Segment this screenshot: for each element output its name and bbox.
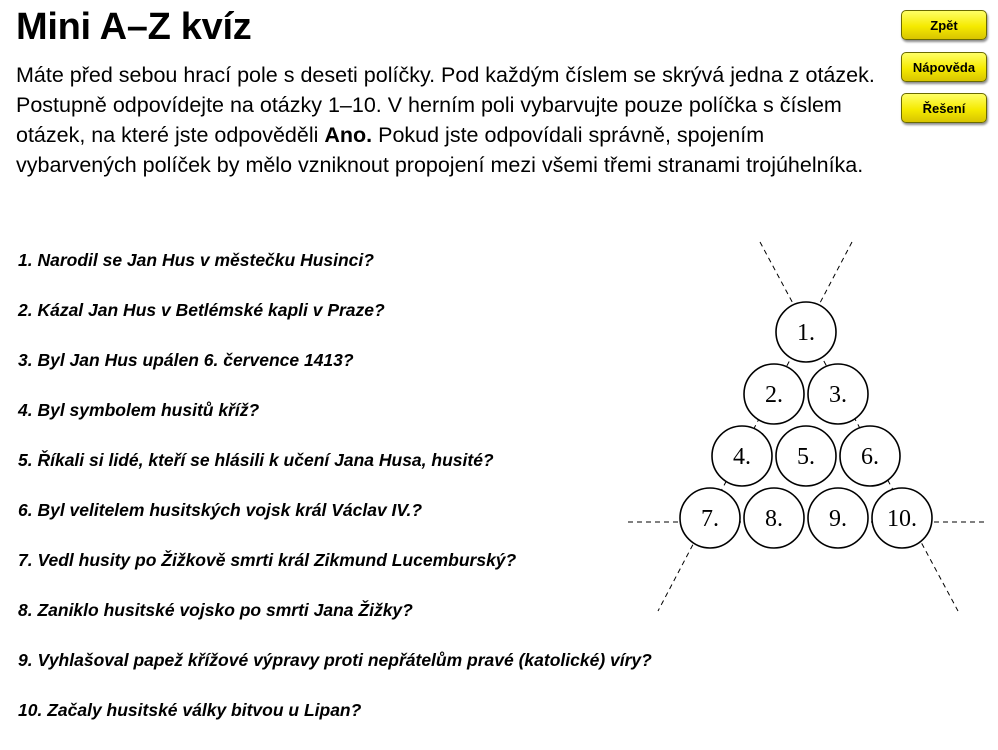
question-item: 10. Začaly husitské války bitvou u Lipan? bbox=[18, 700, 362, 720]
question-item: 3. Byl Jan Hus upálen 6. července 1413? bbox=[18, 350, 354, 370]
board-cell-4[interactable] bbox=[712, 426, 772, 486]
board-cell-1[interactable] bbox=[776, 302, 836, 362]
triangle-side-left bbox=[658, 242, 852, 611]
board-cell-7[interactable] bbox=[680, 488, 740, 548]
board-cell-label: 5. bbox=[797, 444, 815, 470]
instructions bbox=[16, 60, 886, 180]
triangle-side-right bbox=[760, 242, 958, 611]
board-cell-label: 6. bbox=[861, 444, 879, 470]
board-cell-8[interactable] bbox=[744, 488, 804, 548]
board-cell-5[interactable] bbox=[776, 426, 836, 486]
question-list bbox=[18, 250, 652, 750]
board-cell-label: 4. bbox=[733, 444, 751, 470]
board-cell-label: 9. bbox=[829, 506, 847, 532]
question-item: 9. Vyhlašoval papež křížové výpravy proti nepřátelům pravé (katolické) víry? bbox=[18, 650, 652, 670]
question-item: 8. Zaniklo husitské vojsko po smrti Jana Žižky? bbox=[18, 600, 413, 620]
back-button[interactable]: Zpět bbox=[901, 10, 987, 40]
hint-button[interactable]: Nápověda bbox=[901, 52, 987, 82]
board-cell-3[interactable] bbox=[808, 364, 868, 424]
instructions-emphasis: Ano. bbox=[324, 123, 373, 147]
page-title: Mini A–Z kvíz bbox=[16, 6, 252, 48]
board-cell-label: 3. bbox=[829, 382, 847, 408]
question-item: 4. Byl symbolem husitů kříž? bbox=[18, 400, 260, 420]
board-cell-label: 1. bbox=[797, 320, 815, 346]
game-board bbox=[620, 236, 990, 616]
question-item: 5. Říkali si lidé, kteří se hlásili k učení Jana Husa, husité? bbox=[18, 450, 494, 470]
board-cell-label: 10. bbox=[887, 506, 917, 532]
board-cell-10[interactable] bbox=[872, 488, 932, 548]
board-cell-6[interactable] bbox=[840, 426, 900, 486]
question-item: 7. Vedl husity po Žižkově smrti král Zikmund Lucemburský? bbox=[18, 550, 517, 570]
question-item: 2. Kázal Jan Hus v Betlémské kapli v Praze? bbox=[18, 300, 385, 320]
question-item: 1. Narodil se Jan Hus v městečku Husinci? bbox=[18, 250, 374, 270]
board-cell-label: 8. bbox=[765, 506, 783, 532]
instructions-text: Máte před sebou hrací pole s deseti políčky. Pod každým číslem se skrývá jedna z otázek. Postupně odpovídejte na otázky 1–10. V herním poli vybarvujte pouze políčka s číslem otázek, na které jste odpověděli bbox=[16, 63, 875, 147]
solution-button[interactable]: Řešení bbox=[901, 93, 987, 123]
board-cell-2[interactable] bbox=[744, 364, 804, 424]
instructions-text-end: Pokud jste odpovídali správně, spojením vybarvených políček by mělo vzniknout propojení mezi všemi třemi stranami trojúhelníka. bbox=[16, 123, 864, 177]
question-item: 6. Byl velitelem husitských vojsk král Václav IV.? bbox=[18, 500, 423, 520]
board-cell-label: 7. bbox=[701, 506, 719, 532]
board-cell-9[interactable] bbox=[808, 488, 868, 548]
board-cell-label: 2. bbox=[765, 382, 783, 408]
